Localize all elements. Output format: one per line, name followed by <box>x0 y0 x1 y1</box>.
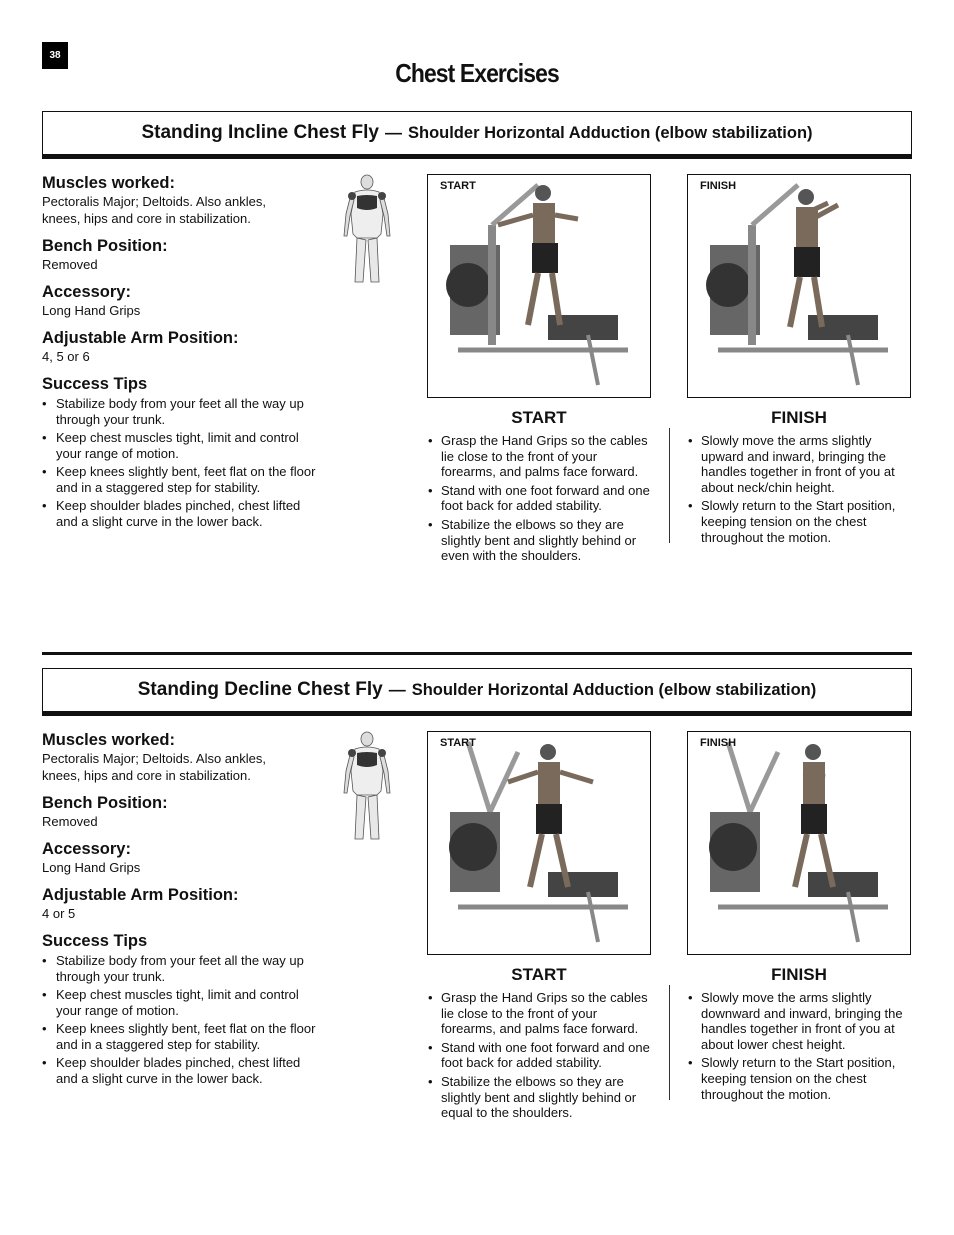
step-item: • Stabilize the elbows so they are slightly bent and slightly behind or even with the shoulders. <box>427 517 652 564</box>
accessory-heading: Accessory: <box>42 283 131 301</box>
photo-label: START <box>440 737 476 749</box>
finish-heading: FINISH <box>771 408 827 427</box>
step-item: • Slowly move the arms slightly downward and inward, bringing the handles together in front of you at about lower chest height. <box>687 990 912 1052</box>
tip-item: • Stabilize body from your feet all the way up through your trunk. <box>42 953 322 984</box>
muscles-text: Pectoralis Major; Deltoids. Also ankles, knees, hips and core in stabilization. <box>42 194 266 226</box>
muscles-text: Pectoralis Major; Deltoids. Also ankles, knees, hips and core in stabilization. <box>42 751 266 783</box>
start-photo <box>427 731 651 955</box>
column-divider <box>669 985 670 1100</box>
title-dash: — <box>384 123 402 142</box>
tip-item: • Keep knees slightly bent, feet flat on the floor and in a staggered step for stability. <box>42 1021 322 1052</box>
page-number: 38 <box>42 42 68 69</box>
exercise-title: Standing Decline Chest Fly <box>137 679 383 700</box>
start-heading: START <box>511 408 567 427</box>
exercise-subtitle: Shoulder Horizontal Adduction (elbow stabilization) <box>411 680 817 699</box>
step-item: • Slowly move the arms slightly upward and inward, bringing the handles together in front of you at about neck/chin height. <box>687 433 912 495</box>
photo-label: START <box>440 180 476 192</box>
exercise-subtitle: Shoulder Horizontal Adduction (elbow stabilization) <box>407 123 813 142</box>
step-item: • Grasp the Hand Grips so the cables lie close to the front of your forearms, and palms face forward. <box>427 990 652 1037</box>
start-heading: START <box>511 965 567 984</box>
page-title: Chest Exercises <box>395 58 559 88</box>
finish-photo <box>687 731 911 955</box>
step-item: • Slowly return to the Start position, keeping tension on the chest throughout the motion. <box>687 1055 912 1102</box>
tips-list <box>42 953 322 1086</box>
tip-item: • Keep knees slightly bent, feet flat on the floor and in a staggered step for stability. <box>42 464 322 495</box>
column-divider <box>669 428 670 543</box>
tips-heading: Success Tips <box>42 375 148 393</box>
photo-label: FINISH <box>700 180 737 192</box>
start-steps <box>427 990 652 1124</box>
start-photo <box>427 174 651 398</box>
finish-photo <box>687 174 911 398</box>
bench-heading: Bench Position: <box>42 237 168 255</box>
tips-list <box>42 396 322 529</box>
finish-heading: FINISH <box>771 965 827 984</box>
accessory-text: Long Hand Grips <box>42 860 141 875</box>
tip-item: • Stabilize body from your feet all the way up through your trunk. <box>42 396 322 427</box>
bench-text: Removed <box>42 257 98 272</box>
accessory-heading: Accessory: <box>42 840 131 858</box>
step-item: • Slowly return to the Start position, keeping tension on the chest throughout the motion. <box>687 498 912 545</box>
finish-steps <box>687 433 912 548</box>
muscles-heading: Muscles worked: <box>42 731 175 749</box>
photo-label: FINISH <box>700 737 737 749</box>
step-item: • Stand with one foot forward and one foot back for added stability. <box>427 483 652 514</box>
arm-position-heading: Adjustable Arm Position: <box>42 886 239 904</box>
tip-item: • Keep chest muscles tight, limit and control your range of motion. <box>42 987 322 1018</box>
bench-text: Removed <box>42 814 98 829</box>
tip-item: • Keep shoulder blades pinched, chest lifted and a slight curve in the lower back. <box>42 1055 322 1086</box>
bench-heading: Bench Position: <box>42 794 168 812</box>
exercise-title: Standing Incline Chest Fly <box>141 122 379 143</box>
title-dash: — <box>388 680 406 699</box>
tip-item: • Keep chest muscles tight, limit and control your range of motion. <box>42 430 322 461</box>
arm-position-text: 4, 5 or 6 <box>42 349 90 364</box>
arm-position-text: 4 or 5 <box>42 906 76 921</box>
muscles-heading: Muscles worked: <box>42 174 175 192</box>
tips-heading: Success Tips <box>42 932 148 950</box>
step-item: • Stand with one foot forward and one foot back for added stability. <box>427 1040 652 1071</box>
exercise-details <box>42 174 322 532</box>
start-steps <box>427 433 652 567</box>
section-divider <box>42 652 912 655</box>
exercise-details <box>42 731 322 1089</box>
step-item: • Stabilize the elbows so they are slightly bent and slightly behind or equal to the shoulders. <box>427 1074 652 1121</box>
step-item: • Grasp the Hand Grips so the cables lie close to the front of your forearms, and palms face forward. <box>427 433 652 480</box>
exercise-section-incline <box>42 111 912 611</box>
exercise-title-box <box>42 111 912 159</box>
finish-steps <box>687 990 912 1105</box>
tip-item: • Keep shoulder blades pinched, chest lifted and a slight curve in the lower back. <box>42 498 322 529</box>
muscle-anatomy-figure <box>337 174 397 286</box>
arm-position-heading: Adjustable Arm Position: <box>42 329 239 347</box>
accessory-text: Long Hand Grips <box>42 303 141 318</box>
muscle-anatomy-figure <box>337 731 397 843</box>
exercise-section-decline <box>42 668 912 1168</box>
exercise-title-box <box>42 668 912 716</box>
